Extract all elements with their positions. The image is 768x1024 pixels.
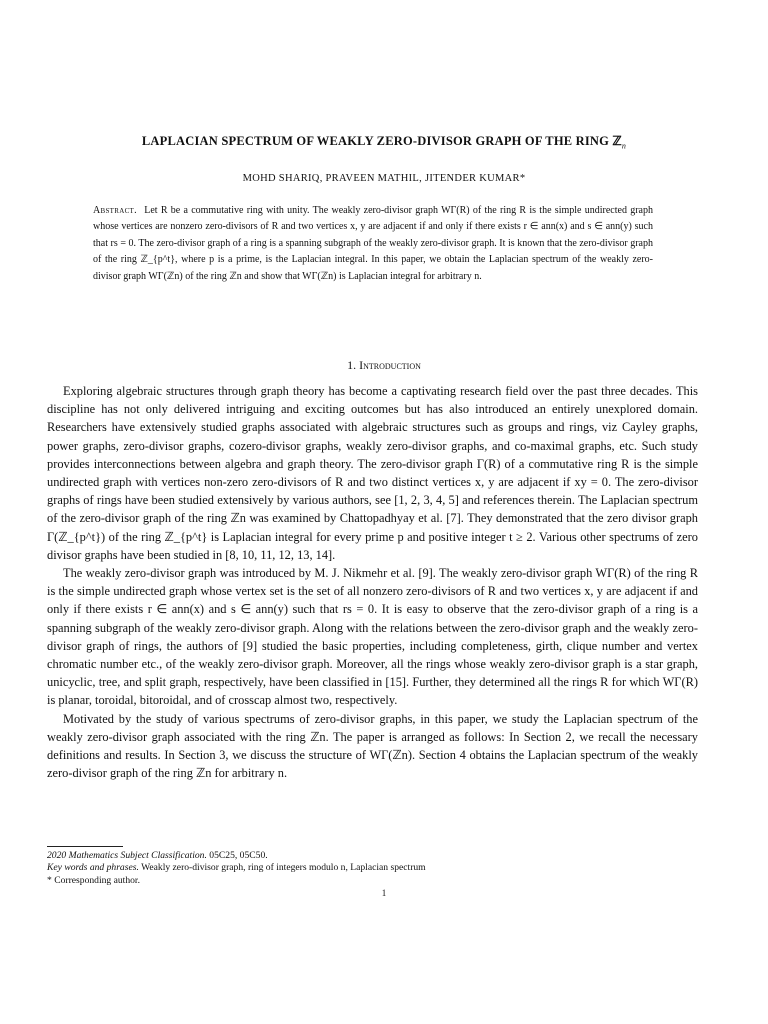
author-list: MOHD SHARIQ, PRAVEEN MATHIL, JITENDER KUMAR* [242,173,526,184]
footnote-rule [47,846,123,847]
paragraph: The weakly zero-divisor graph was introduced by M. J. Nikmehr et al. [9]. The weakly zero-divisor graph WΓ(R) of the ring R is the simple undirected graph whose vertex set is the set of all nonzero zero-divisors of R and two vertices x, y are adjacent if and only if there exists r ∈ ann(x) and s ∈ ann(y) such that rs = 0. It is easy to observe that the zero-divisor graph of a ring is a spanning subgraph of the weakly zero-divisor graph. Along with the relations between the zero-divisor graph and the weakly zero-divisor graph of rings, the authors of [9] studied the basic properties, including completeness, girth, clique number and vertex chromatic number etc., of the weakly zero-divisor graph. Moreover, all the rings whose weakly zero-divisor graph is a star graph, unicyclic, tree, and split graph, respectively, have been classified in [15]. Further, they determined all the rings R for which WΓ(R) is planar, toroidal, bitoroidal, and of crosscap almost two, respectively. [47,566,698,708]
abstract-label: Abstract. [93,205,137,216]
corresponding-footnote: * Corresponding author. [47,874,140,886]
section-number: 1. [347,358,357,372]
paragraph: Motivated by the study of various spectrums of zero-divisor graphs, in this paper, we study the Laplacian spectrum of the weakly zero-divisor graph associated with the ring ℤn. The paper is arranged as follows: In Section 2, we recall the necessary definitions and results. In Section 3, we discuss the structure of WΓ(ℤn). Section 4 obtains the Laplacian spectrum of the weakly zero-divisor graph of the ring ℤn for arbitrary n. [47,711,698,781]
page-number: 1 [381,888,387,898]
section-title: Introduction [359,358,421,372]
abstract [93,203,653,285]
msc-footnote [47,850,698,862]
keywords-label: Key words and phrases. [47,862,139,874]
paper-title: LAPLACIAN SPECTRUM OF WEAKLY ZERO-DIVISOR GRAPH OF THE RING ℤ$_n$ [141,134,627,151]
abstract-text: Let R be a commutative ring with unity. The weakly zero-divisor graph WΓ(R) of the ring R is the simple undirected graph whose vertices are nonzero zero-divisors of R and two vertices x, y are adjacent if and only if there exists r ∈ ann(x) and s ∈ ann(y) such that rs = 0. The zero-divisor graph of a ring is a spanning subgraph of the weakly zero-divisor graph. It is known that the zero-divisor graph of the ring ℤ_{p^t}, where p is a prime, is the Laplacian integral. In this paper, we obtain the Laplacian spectrum of the weakly zero-divisor graph WΓ(ℤn) of the ring ℤn and show that WΓ(ℤn) is Laplacian integral for arbitrary n. [93,205,653,282]
section-heading [40,358,728,373]
keywords-footnote [47,862,698,874]
footnotes [47,850,698,887]
paragraph: Exploring algebraic structures through graph theory has become a captivating research field over the past three decades. This discipline has not only delivered intriguing and exciting outcomes but has also introduced an entirely unexplored domain. Researchers have extensively studied graphs associated with algebraic structures such as groups and rings, viz Cayley graphs, power graphs, zero-divisor graphs, cozero-divisor graphs, weakly zero-divisor graphs, and co-maximal graphs, etc. Such study provides interconnections between algebra and graph theory. The zero-divisor graph Γ(R) of a commutative ring R is the simple undirected graph with vertices non-zero zero-divisors of R and two distinct vertices x, y are adjacent if xy = 0. The zero-divisor graphs of rings have been studied extensively by various authors, see [1, 2, 3, 4, 5] and references therein. The Laplacian spectrum of the zero-divisor graph of the ring ℤn was examined by Chattopadhyay et al. [7]. They demonstrated that the zero divisor graph Γ(ℤ_{p^t}) of the ring ℤ_{p^t} is Laplacian integral for every prime p and positive integer t ≥ 2. Various other spectrums of zero divisor graphs have been studied in [8, 10, 11, 12, 13, 14]. [47,384,698,562]
keywords-value: Weakly zero-divisor graph, ring of integers modulo n, Laplacian spectrum [141,862,426,874]
msc-label: 2020 Mathematics Subject Classification. [47,850,207,861]
section-body [47,382,698,782]
msc-value: 05C25, 05C50. [209,850,268,861]
